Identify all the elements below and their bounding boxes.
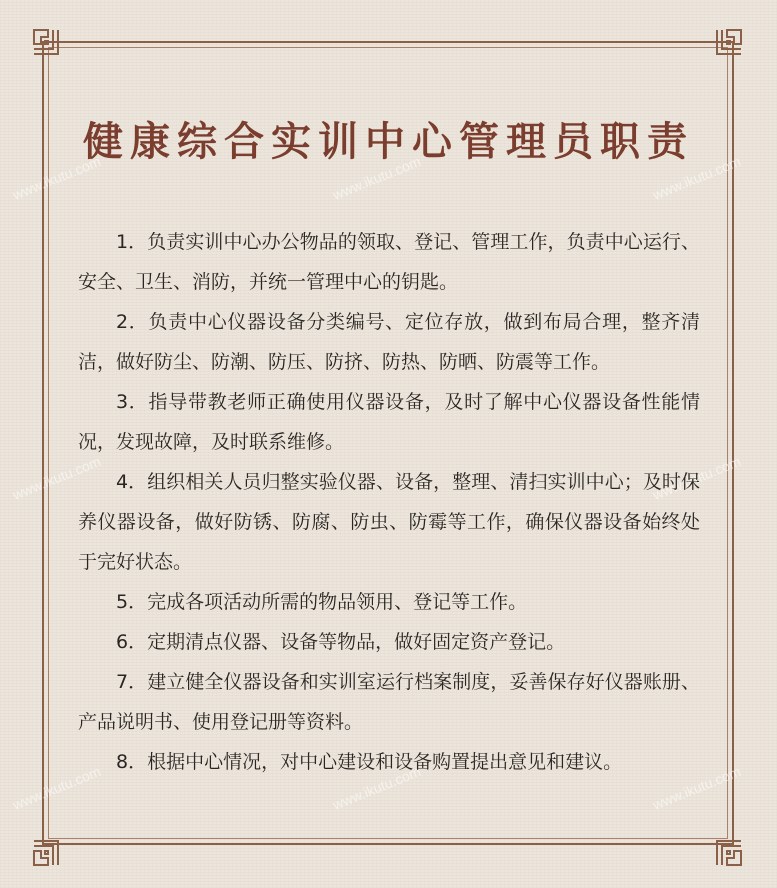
watermark: www.ikutu.com — [650, 763, 743, 813]
page-title: 健康综合实训中心管理员职责 — [83, 118, 694, 165]
watermark: www.ikutu.com — [10, 453, 103, 503]
duty-item: 5．完成各项活动所需的物品领用、登记等工作。 — [116, 591, 528, 613]
watermark: www.ikutu.com — [330, 153, 423, 203]
fret-corner-ornament-icon — [31, 834, 65, 868]
duty-item: 6．定期清点仪器、设备等物品，做好固定资产登记。 — [116, 631, 566, 653]
watermark: www.ikutu.com — [650, 153, 743, 203]
fret-corner-ornament-icon — [31, 27, 65, 61]
duties-list — [78, 222, 700, 782]
fret-corner-ornament-icon — [710, 27, 744, 61]
watermark: www.ikutu.com — [10, 153, 103, 203]
watermark: www.ikutu.com — [10, 763, 103, 813]
duty-item: 2．负责中心仪器设备分类编号、定位存放，做到布局合理，整齐清洁，做好防尘、防潮、防压、防挤、防热、防晒、防震等工作。 — [78, 311, 700, 373]
watermark: www.ikutu.com — [650, 453, 743, 503]
duty-item: 3．指导带教老师正确使用仪器设备，及时了解中心仪器设备性能情况，发现故障，及时联系维修。 — [78, 391, 700, 453]
watermark: www.ikutu.com — [330, 763, 423, 813]
fret-corner-ornament-icon — [710, 834, 744, 868]
duty-item: 4．组织相关人员归整实验仪器、设备，整理、清扫实训中心；及时保养仪器设备，做好防锈、防腐、防虫、防霉等工作，确保仪器设备始终处于完好状态。 — [78, 471, 700, 573]
duty-item: 1．负责实训中心办公物品的领取、登记、管理工作，负责中心运行、安全、卫生、消防，并统一管理中心的钥匙。 — [78, 231, 700, 293]
duty-item: 7．建立健全仪器设备和实训室运行档案制度，妥善保存好仪器账册、产品说明书、使用登记册等资料。 — [78, 671, 700, 733]
duty-item: 8．根据中心情况，对中心建设和设备购置提出意见和建议。 — [116, 751, 623, 773]
